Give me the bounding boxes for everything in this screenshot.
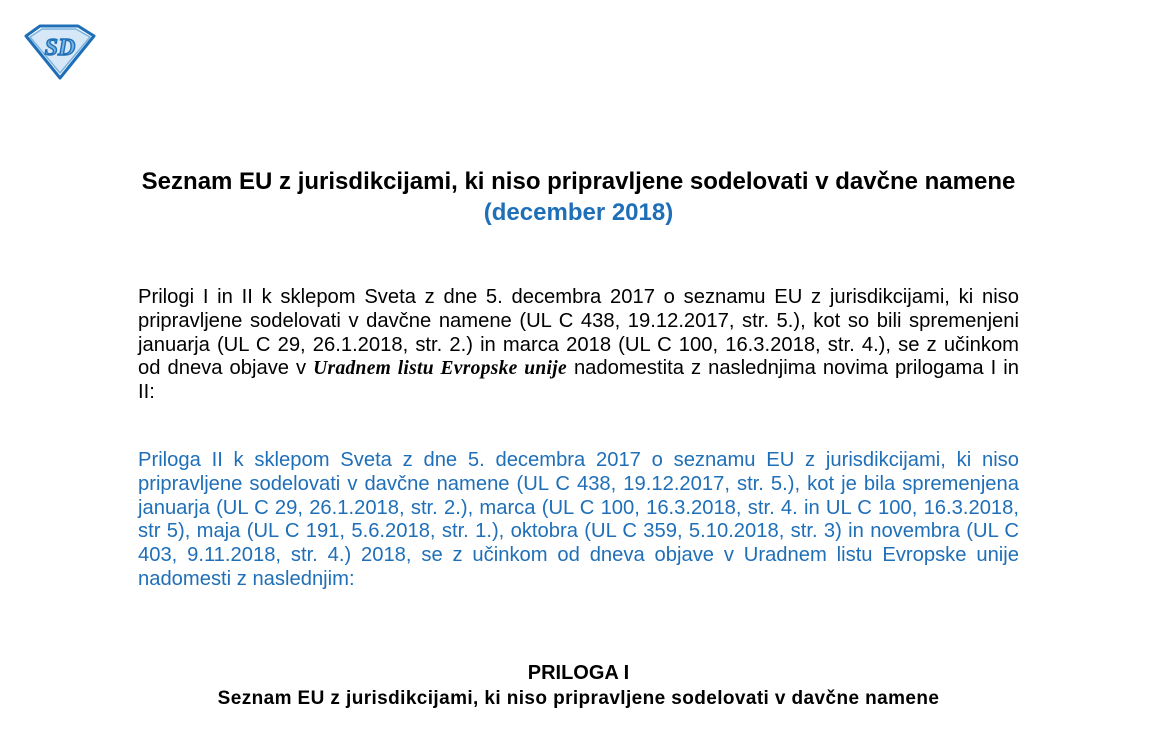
annex-title: PRILOGA I	[527, 662, 630, 684]
sd-logo-emblem	[20, 22, 98, 82]
title-date: (december 2018)	[483, 199, 674, 226]
paragraph-annexes-replacement	[138, 286, 1019, 405]
journal-name: Uradnem listu Evropske unije	[313, 358, 567, 380]
annex-heading	[120, 661, 1037, 711]
paragraph1-text-after: nadomestita z naslednjima novima prilogama I in II:	[138, 357, 1019, 404]
annex-subtitle: Seznam EU z jurisdikcijami, ki niso pripravljene sodelovati v davčne namene	[217, 688, 940, 709]
document-title	[120, 166, 1037, 228]
sd-logo-letters: SD	[44, 35, 76, 61]
title-line: Seznam EU z jurisdikcijami, ki niso pripravljene sodelovati v davčne namene	[141, 168, 1016, 195]
paragraph1-text-before: Prilogi I in II k sklepom Sveta z dne 5. decembra 2017 o seznamu EU z jurisdikcijami, ki niso pripravljene sodelovati v davčne namene (UL C 438, 19.12.2017, str. 5.), kot so bili spremenjeni januarja (UL C 29, 26.1.2018, str. 2.) in marca 2018 (UL C 100, 16.3.2018, str. 4.), se z učinkom od dneva objave v	[138, 286, 1019, 380]
paragraph-annex-ii-replacement: Priloga II k sklepom Sveta z dne 5. decembra 2017 o seznamu EU z jurisdikcijami, ki niso pripravljene sodelovati v davčne namene (UL C 438, 19.12.2017, str. 5.), kot je bila spremenjena januarja (UL C 29, 26.1.2018, str. 2.), marca (UL C 100, 16.3.2018, str. 4. in UL C 100, 16.3.2018, str 5), maja (UL C 191, 5.6.2018, str. 1.), oktobra (UL C 359, 5.10.2018, str. 3) in novembra (UL C 403, 9.11.2018, str. 4.) 2018, se z učinkom od dneva objave v Uradnem listu Evropske unije nadomesti z naslednjim:	[138, 449, 1019, 590]
sd-logo	[20, 22, 98, 82]
